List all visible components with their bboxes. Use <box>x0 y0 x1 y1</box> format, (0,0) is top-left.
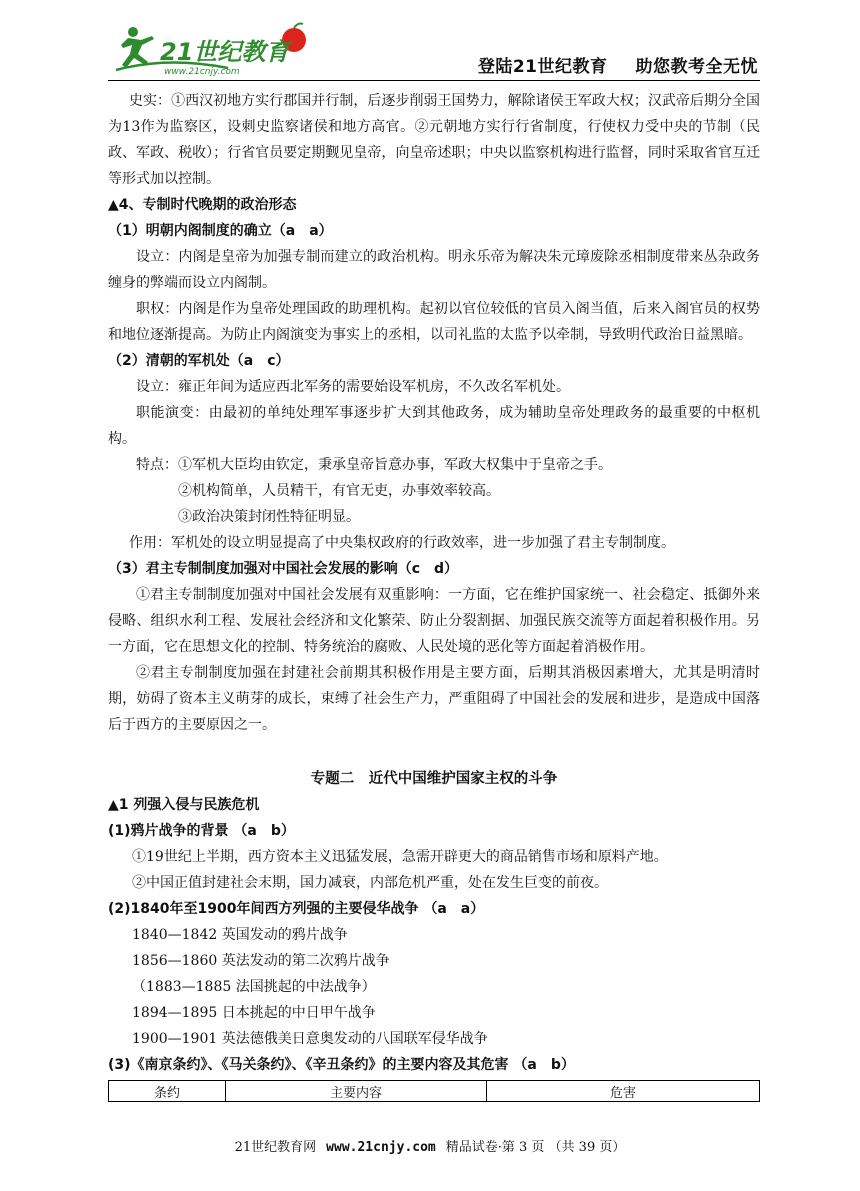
tagline-left: 登陆21世纪教育 <box>477 57 608 77</box>
logo-21cnjy <box>108 18 308 80</box>
document-body <box>108 88 760 1102</box>
paragraph-junjichu-sheli: 设立：雍正年间为适应西北军务的需要始设军机房，不久改名军机处。 <box>136 379 570 395</box>
paragraph-tedian-3: ③政治决策封闭性特征明显。 <box>178 509 360 525</box>
paragraph-shishi: 史实：①西汉初地方实行郡国并行制，后逐步削弱王国势力，解除诸侯王军政大权；汉武帝后期分全国为13作为监察区，设刺史监察诸侯和地方高官。②元朝地方实行行省制度，行使权力受中央的节制（民政、军政、税收）；行省官员要定期觐见皇帝，向皇帝述职；中央以监察机构进行监督，同时采取省官互迁等形式加以控制。 <box>108 93 760 187</box>
runner-icon <box>121 27 154 68</box>
war-item: （1883—1885 法国挑起的中法战争） <box>132 979 376 995</box>
war-item: 1840—1842 英国发动的鸦片战争 <box>132 927 348 943</box>
logo-url: www.21cnjy.com <box>164 67 240 77</box>
page-footer <box>0 1136 860 1155</box>
section-heading-4: ▲4、专制时代晚期的政治形态 <box>108 197 297 213</box>
subheading-yingxiang: （3）君主专制制度加强对中国社会发展的影响（c d） <box>108 561 459 577</box>
page-header <box>108 18 760 80</box>
subheading-ming-neige: （1）明朝内阁制度的确立（a a） <box>108 223 333 239</box>
footer-site: 21世纪教育网 <box>234 1140 317 1155</box>
paragraph-zuoyong: 作用：军机处的设立明显提高了中央集权政府的行政效率，进一步加强了君主专制制度。 <box>129 535 675 551</box>
paragraph-beijing-2: ②中国正值封建社会末期，国力减衰，内部危机严重，处在发生巨变的前夜。 <box>132 875 608 891</box>
paragraph-tedian-2: ②机构简单，人员精干，有官无吏，办事效率较高。 <box>178 483 500 499</box>
paragraph-yingxiang-1: ①君主专制制度加强对中国社会发展有双重影响：一方面，它在维护国家统一、社会稳定、抵御外来侵略、组织水利工程、发展社会经济和文化繁荣、防止分裂割据、加强民族交流等方面起着积极作用。另一方面，它在思想文化的控制、特务统治的腐败、人民处境的恶化等方面起着消极作用。 <box>108 587 760 655</box>
table-header-row <box>109 1081 760 1102</box>
logo-text: 21世纪教育 <box>160 38 290 66</box>
tagline-right: 助您教考全无忧 <box>635 57 758 77</box>
paragraph-yingxiang-2: ②君主专制制度加强在封建社会前期其积极作用是主要方面，后期其消极因素增大，尤其是明清时期，妨碍了资本主义萌芽的成长，束缚了社会生产力，严重阻碍了中国社会的发展和进步，是造成中国落后于西方的主要原因之一。 <box>108 665 760 733</box>
header-rule <box>108 80 760 81</box>
paragraph-neige-zhiquan: 职权：内阁是作为皇帝处理国政的助理机构。起初以官位较低的官员入阁当值，后来入阁官员的权势和地位逐渐提高。为防止内阁演变为事实上的丞相，以司礼监的太监予以牵制，导致明代政治日益黑暗。 <box>108 301 760 343</box>
footer-url: www.21cnjy.com <box>326 1140 436 1155</box>
treaty-table <box>108 1080 760 1102</box>
war-item: 1894—1895 日本挑起的中日甲午战争 <box>132 1005 376 1021</box>
paragraph-neige-sheli: 设立：内阁是皇帝为加强专制而建立的政治机构。明永乐帝为解决朱元璋废除丞相制度带来丛杂政务缠身的弊端而设立内阁制。 <box>108 249 760 291</box>
paragraph-beijing-1: ①19世纪上半期，西方资本主义迅猛发展，急需开辟更大的商品销售市场和原料产地。 <box>132 849 668 865</box>
paragraph-tedian-1: 特点：①军机大臣均由钦定，秉承皇帝旨意办事，军政大权集中于皇帝之手。 <box>136 457 612 473</box>
subheading-beijing: (1)鸦片战争的背景 （a b） <box>108 823 295 839</box>
paragraph-junjichu-zhineng: 职能演变：由最初的单纯处理军事逐步扩大到其他政务，成为辅助皇帝处理政务的最重要的中枢机构。 <box>108 405 760 447</box>
section-heading-1: ▲1 列强入侵与民族危机 <box>108 797 260 813</box>
subheading-treaties: (3)《南京条约》、《马关条约》、《辛丑条约》的主要内容及其危害 （a b） <box>108 1057 575 1073</box>
war-item: 1900—1901 英法德俄美日意奥发动的八国联军侵华战争 <box>132 1031 488 1047</box>
chapter-title: 专题二 近代中国维护国家主权的斗争 <box>310 771 558 787</box>
war-item: 1856—1860 英法发动的第二次鸦片战争 <box>132 953 390 969</box>
table-header-cell: 危害 <box>487 1081 760 1102</box>
table-header-cell: 主要内容 <box>226 1081 487 1102</box>
subheading-wars: (2)1840年至1900年间西方列强的主要侵华战争 （a a） <box>108 901 485 917</box>
subheading-junjichu: （2）清朝的军机处（a c） <box>108 353 290 369</box>
header-tagline <box>478 52 758 77</box>
footer-page-info: 精品试卷·第 3 页 （共 39 页） <box>445 1140 626 1155</box>
table-header-cell: 条约 <box>109 1081 226 1102</box>
